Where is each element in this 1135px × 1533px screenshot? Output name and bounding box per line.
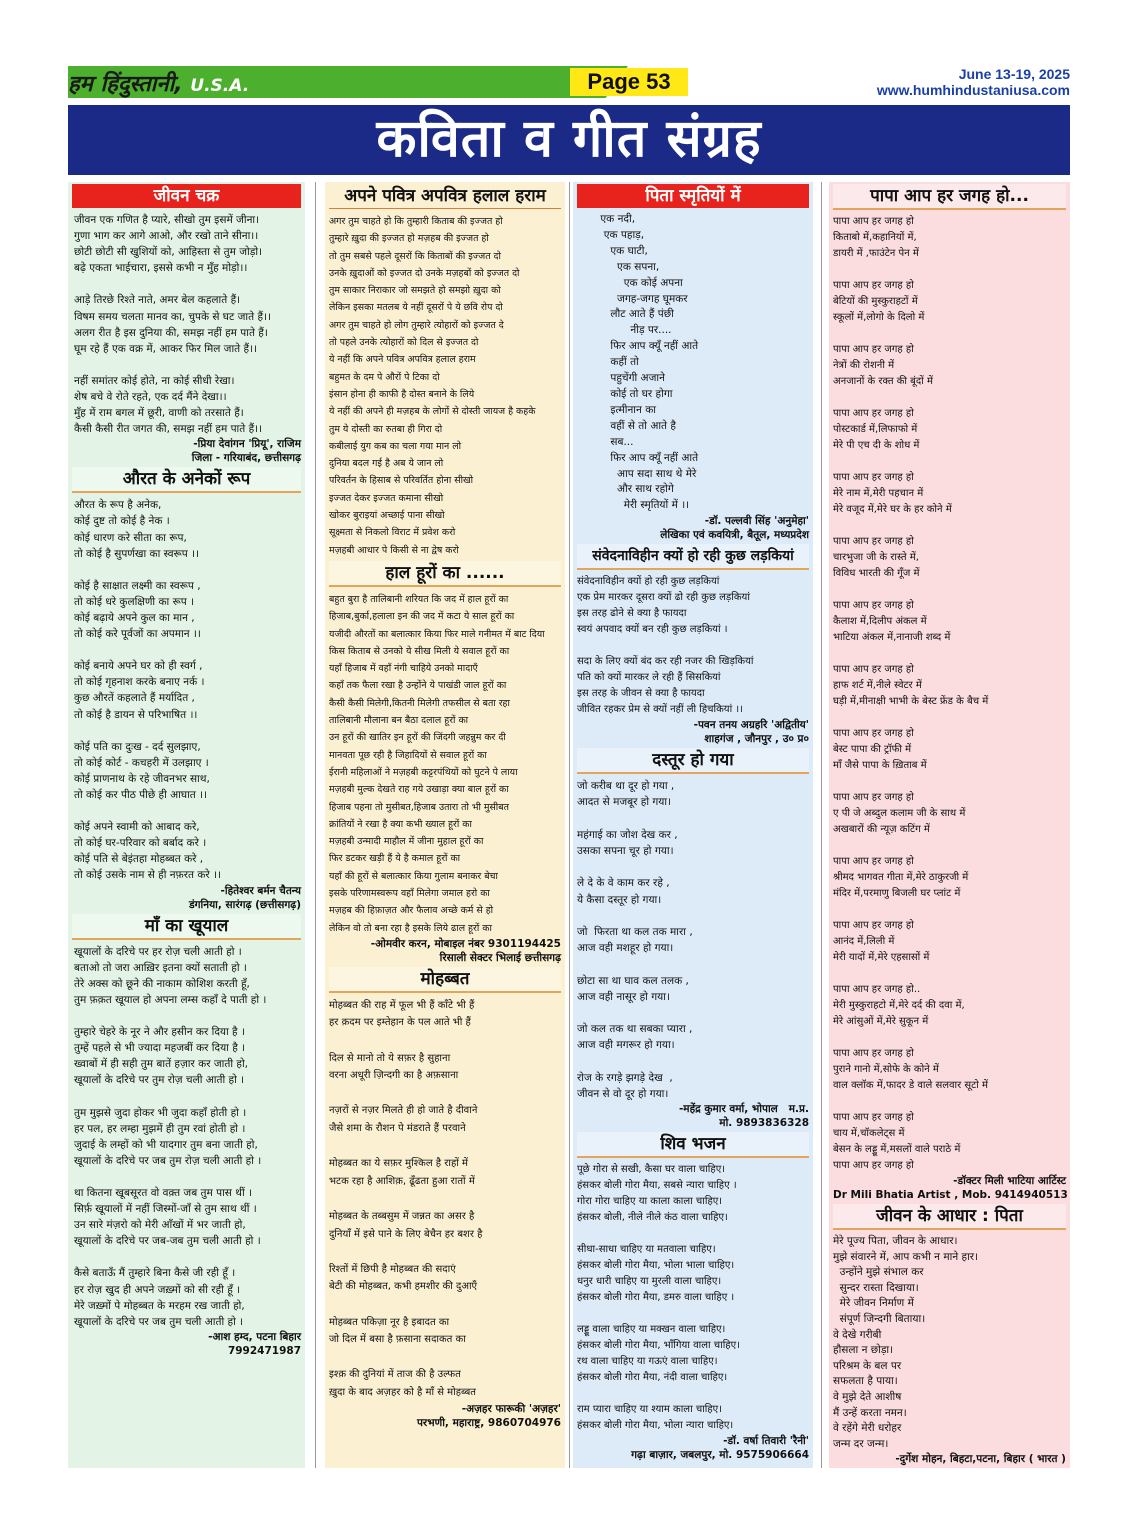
poem-body: पापा आप हर जगह हो किताबो में,कहानियों में, डायरी में ,फाउंटेन पेन में पापा आप हर जगह हो बेटियों की मुस्कुराहटों में स्कूलों में,लोगो के दिलो में पापा आप हर जगह हो नेत्रों की रोशनी में अनजानों के रक्त की बूंदों में पापा आप हर जगह हो पोस्टकार्ड में,लिफाफो में मेरे पी एच दी के शोध में पापा आप हर जगह हो मेरे नाम में,मेरी पहचान में मेरे वजूद में,मेरे घर के हर कोने में पापा आप हर जगह हो चारभुजा जी के रास्ते में, विविध भारती की गूँज में पापा आप हर जगह हो कैलाश में,दिलीप अंकल में भाटिया अंकल में,नानाजी शब्द में पापा आप हर जगह हो हाफ शर्ट में,नीले स्वेटर में घड़ी में,मीनाक्षी भाभी के बेस्ट फ्रेंड के बैच में पापा आप हर जगह हो बेस्ट पापा की ट्रॉफी में माँ जैसे पापा के ख़िताब में पापा आप हर जगह हो ए पी जे अब्दुल कलाम जी के साथ में अखबारों की न्यूज़ कटिंग में पापा आप हर जगह हो श्रीमद भागवत गीता में,मेरे ठाकुरजी में मंदिर में,परमाणु बिजली घर प्लांट में पापा आप हर जगह हो आनंद में,लिली में मेरी यादों में,मेरे एहसासों में पापा आप हर जगह हो.. मेरी मुस्कुराहटो में,मेरे दर्द की दवा में, मेरे आंसुओं में,मेरे सुकून में पापा आप हर जगह हो पुराने गानो में,सोफे के कोने में वाल क्लॉक में,फादर डे वाले सलवार सूटो में पापा आप हर जगह हो चाय में,चॉकलेट्स में बेसन के लड्डू में,मसलों वाले पराठे में पापा आप हर जगह हो (833, 216, 989, 1171)
poem-author: -अज़हर फारूकी 'अज़हर' परभणी, महाराष्ट्र, 9860704976 (416, 1402, 561, 1429)
poem-author: -दुर्गेश मोहन, बिहटा,पटना, बिहार ( भारत ) (895, 1453, 1066, 1466)
poem-title: जीवन के आधार : पिता (833, 1204, 1066, 1230)
poem-shiv-bhajan (573, 1130, 813, 1462)
column-divider (569, 182, 570, 1468)
dateline (877, 66, 1070, 98)
poem-author: -डॉ. वर्षा तिवारी 'रैनी' गढ़ा बाज़ार, जबलपुर, मो. 9575906664 (631, 1435, 809, 1462)
poem-body: मोहब्बत की राह में फूल भी हैं काँटे भी हैं हर क़दम पर इम्तेहान के पल आते भी हैं दिल से मानो तो ये सफ़र है सुहाना वरना अधूरी ज़िन्दगी का है अफ़साना नज़रों से नज़र मिलते ही हो जाते है दीवाने जैसे शमा के रौशन पे मंडराते हैं परवाने मोहब्बत का ये सफ़र मुश्किल है राहों में भटक रहा है आशिक़, ढूँढता हुआ रातों में मोहब्बत के तब्बसुम में जन्नत का असर है दुनियाँ में इसे पाने के लिए बेचैन हर बशर है रिश्तों में छिपी है मोहब्बत की सदाएं बेटी की मोहब्बत, कभी हमशीर की दुआएँ मोहब्बत पकिज़ा नूर है इबादत का जो दिल में बसा है फ़साना सदाकत का इश्क़ की दुनियां में ताज की है उल्फत ख़ुदा के बाद अज़हर को है माँ से मोहब्बत (329, 999, 483, 1398)
poem-pita-smritiyon-mein (573, 182, 813, 542)
column-3 (573, 182, 813, 1468)
poem-haal-hooron-ka (325, 559, 565, 965)
poem-aurat-ke-roop (68, 465, 305, 911)
brand-usa: U.S.A. (190, 76, 250, 96)
column-4 (829, 182, 1070, 1468)
poem-author: -डॉ. पल्लवी सिंह 'अनुमेहा' लेखिका एवं कवयित्री, बैतूल, मध्यप्रदेश (660, 515, 809, 542)
poem-title: शिव भजन (577, 1132, 809, 1158)
poem-title: दस्तूर हो गया (577, 748, 809, 774)
masthead (68, 66, 1070, 100)
brand-name: हम हिंदुस्तानी, (68, 72, 183, 97)
section-banner-title: कविता व गीत संग्रह (376, 109, 762, 169)
poem-title: हाल हूरों का ...... (329, 561, 561, 587)
issue-date: June 13-19, 2025 (958, 66, 1070, 82)
column-divider (821, 182, 822, 1468)
poem-title: पिता स्मृतियों में (577, 184, 809, 208)
poem-author: -डॉक्टर मिली भाटिया आर्टिस्ट Dr Mili Bhatia Artist , Mob. 9414940513 (833, 1175, 1068, 1201)
poem-title: पापा आप हर जगह हो... (833, 184, 1066, 210)
website-link[interactable]: www.humhindustaniusa.com (876, 82, 1070, 98)
poem-pavitra-apavitra (325, 182, 565, 559)
poem-body: मेरे पूज्य पिता, जीवन के आधार। मुझे संवारने में, आप कभी न माने हार। उन्होंने मुझे संभाल कर सुन्दर रास्ता दिखाया। मेरे जीवन निर्माण में संपूर्ण जिन्दगी बिताया। वे देखे गरीबी हौसला न छोड़ा। परिश्रम के बल पर सफलता है पाया। वे मुझे देते आशीष मैं उन्हें करता नमन। वे रहेंगे मेरी धरोहर जन्म दर जन्म। (833, 1235, 979, 1450)
poem-author: -हितेश्वर बर्मन चैतन्य डंगनिया, सारंगढ़ (छत्तीसगढ़) (189, 884, 301, 911)
page-number: Page 53 (570, 68, 688, 96)
poem-body: एक नदी, एक पहाड़, एक घाटी, एक सपना, एक कोई अपना जगह-जगह घूमकर लौट आते हैं पंछी नीड़ पर.... फिर आप क्यूँ नहीं आते कहीं तो पहुचेंगी अजाने कोई तो घर होगा इत्मीनान का वहीं से तो आते है सब... फिर आप क्यूँ नहीं आते आप सदा साथ थे मेरे और साथ रहोगे मेरी स्मृतियों में ।। (600, 213, 699, 512)
poem-title: औरत के अनेकों रूप (72, 467, 301, 493)
poem-title: मोहब्बत (329, 967, 561, 993)
poem-papa-har-jagah (829, 182, 1070, 1202)
poem-author: -महेंद्र कुमार वर्मा, भोपाल म.प्र. मो. 9893836328 (678, 1103, 809, 1130)
poem-maa-ka-khayal (68, 912, 305, 1358)
poem-title: जीवन चक्र (72, 184, 301, 208)
column-divider (315, 182, 316, 1468)
column-1 (68, 182, 305, 1468)
poem-mohabbat (325, 965, 565, 1430)
poem-body: औरत के रूप है अनेक, कोई दुष्ट तो कोई है नेक । कोई धारण करे सीता का रूप, तो कोई है सुपर्णखा का स्वरूप ।। कोई है साक्षात लक्ष्मी का स्वरूप , तो कोई धरे कुलक्षिणी का रूप । कोई बढ़ाये अपने कुल का मान , तो कोई करे पूर्वजों का अपमान ।। कोई बनाये अपने घर को ही स्वर्ग , तो कोई गृहनाश करके बनाए नर्क । कुछ औरतें कहलाते हैं मर्यादित , तो कोई है डायन से परिभाषित ।। कोई पति का दुःख - दर्द सुलझाए, तो कोई कोर्ट - कचहरी में उलझाए । कोई प्राणनाथ के रहे जीवनभर साथ, तो कोई कर पीठ पीछे ही आघात ।। कोई अपने स्वामी को आबाद करे, तो कोई घर-परिवार को बर्बाद करे । कोई पति से बेइंतहा मोहब्बत करे , तो कोई उसके नाम से ही नफ़रत करे ।। (74, 499, 221, 882)
poem-jeevan-ke-aadhar-pita (829, 1202, 1070, 1466)
poem-title: संवेदनाविहीन क्यों हो रही कुछ लड़कियां (577, 544, 809, 570)
poem-body: पूछे गोरा से सखी, कैसा घर वाला चाहिए। हंसकर बोली गोरा मैया, सबसे न्यारा चाहिए । गोरा गोरा चाहिए या काला काला चाहिए। हंसकर बोली, नीले नीले कंठ वाला चाहिए। सीधा-साधा चाहिए या मतवाला चाहिए। हंसकर बोली गोरा मैया, भोला भाला चाहिए। धनुर धारी चाहिए या मुरली वाला चाहिए। हंसकर बोली गोरा मैया, डमरु वाला चाहिए । लड्डू वाला चाहिए या मक्खन वाला चाहिए। हंसकर बोली गोरा मैया, भाँगिया वाला चाहिए। रथ वाला चाहिए या गऊएं वाला चाहिए। हंसकर बोली गोरा मैया, नंदी वाला चाहिए। राम प्यारा चाहिए या श्याम काला चाहिए। हंसकर बोली गोरा मैया, भोला न्यारा चाहिए। (577, 1164, 740, 1432)
brand-logo (68, 68, 249, 98)
poem-title: अपने पवित्र अपवित्र हलाल हराम (329, 184, 561, 209)
column-2 (325, 182, 565, 1468)
poem-body: संवेदनाविहीन क्यों हो रही कुछ लड़कियां एक प्रेम मारकर दूसरा क्यों ढो रही कुछ लड़कियां इस तरह ढोने से क्या है फायदा स्वयं अपवाद क्यों बन रही कुछ लड़कियां । सदा के लिए क्यों बंद कर रही नजर की खिड़कियां पति को क्यों मारकर ले रही हैं सिसकियां इस तरह के जीवन से क्या है फायदा जीवित रहकर प्रेम से क्यों नहीं ली हिचकियां ।। (577, 576, 754, 716)
poem-author: -पवन तनय अग्रहरि 'अद्वितीय' शाहगंज , जौनपुर , उ० प्र० (693, 719, 809, 746)
poem-body: खूयालों के दरिचे पर हर रोज़ चली आती हो । बताओ तो जरा आख़िर इतना क्यों सताती हो । तेरे अक्स को छूने की नाकाम कोशिश करती हूँ, तुम फ़क़त खूयाल हो अपना लम्स कहाँ दे पाती हो । तुम्हारे चेहरे के नूर ने और हसीन कर दिया है । तुम्हें पहले से भी ज्यादा महजबीं कर दिया है । ख्वाबों में ही सही तुम बातें हज़ार कर जाती हो, खूयालों के दरिचे पर तुम रोज़ चली आती हो । तुम मुझसे जुदा होकर भी जुदा कहाँ होती हो । हर पल, हर लम्हा मुझमें ही तुम रवां होती हो । जुदाई के लम्हों को भी यादगार तुम बना जाती हो, खूयालों के दरिचे पर जब तुम रोज़ चली आती हो । था कितना खूबसूरत वो वक़्त जब तुम पास थीं । सिर्फ़ खूयालों में नहीं जिस्मों-जाँ से तुम साथ थीं । उन सारे मंज़रो को मेरी आँखों में भर जाती हो, खूयालों के दरिचे पर जब-जब तुम चली आती हो । कैसे बताऊँ मैं तुम्हारे बिना कैसे जी रही हूँ । हर रोज़ खुद ही अपने जख़्मों को सी रही हूँ । मेरे जख़्मों पे मोहब्बत के मरहम रख जाती हो, खूयालों के दरिचे पर जब तुम चली आती हो । (74, 945, 267, 1328)
poem-jeevan-chakra (68, 182, 305, 465)
poem-body: अगर तुम चाहते हो कि तुम्हारी किताब की इज्जत हो तुम्हारे ख़ुदा की इज्जत हो मज़हब की इज्जत हो तो तुम सबसे पहले दूसरों कि किताबों की इज्जत दो उनके ख़ुदाओं को इज्जत दो उनके मज़हबों को इज्जत दो तुम साकार निराकार जो समझते हो समझो ख़ुदा को लेकिन इसका मतलब ये नहीं दूसरों पे ये छवि रोप दो अगर तुम चाहते हो लोग तुम्हारे त्योहारों को इज्जत दे तो पहले उनके त्योहारों को दिल से इज्जत दो ये नहीं कि अपने पवित्र अपवित्र हलाल हराम बहुमत के दम पे औरों पे टिका दो इंसान होना ही काफी है दोस्त बनाने के लिये ये नहीं की अपने ही मज़हब के लोगों से दोस्ती जायज है कहके तुम ये दोस्ती का रुतबा ही गिरा दो कबीलाई युग कब का चला गया मान लो दुनिया बदल गई है अब ये जान लो परिवर्तन के हिसाब से परिवर्तित होना सीखो इज्जत देकर इज्जत कमाना सीखो खोकर बुराइयां अच्छाई पाना सीखो सूक्ष्मता से निकलो विराट में प्रवेश करो मज़हबी आधार पे किसी से ना द्वेष करो (329, 216, 536, 556)
poem-dastoor-ho-gaya (573, 746, 813, 1130)
poem-body: जो करीब था दूर हो गया , आदत से मजबूर हो गया। महंगाई का जोश देख कर , उसका सपना चूर हो गया। ले दे के वे काम कर रहे , ये कैसा दस्तूर हो गया। जो फिरता था कल तक मारा , आज वही मशहूर हो गया। छोटा सा था घाव कल तलक , आज वही नासूर हो गया। जो कल तक था सबका प्यारा , आज वही मगरूर हो गया। रोज के रगड़े झगड़े देख , जीवन से वो दूर हो गया। (577, 780, 693, 1101)
poem-author: -प्रिया देवांगन 'प्रियू', राजिम जिला - गरियाबंद, छत्तीसगढ़ (191, 438, 301, 465)
poem-author: -ओमवीर करन, मोबाइल नंबर 9301194425 रिसाली सेक्टर भिलाई छत्तीसगढ़ (370, 937, 561, 964)
section-banner (68, 105, 1070, 175)
poem-body: जीवन एक गणित है प्यारे, सीखो तुम इसमें जीना। गुणा भाग कर आगे आओ, और रखो ताने सीना।। छोटी छोटी सी खुशियों को, आहिस्ता से तुम जोड़ो। बढ़े एकता भाईचारा, इससे कभी न मुँह मोड़ो।। आड़े तिरछे रिश्ते नाते, अमर बेल कहलाते हैं। विषम समय चलता मानव का, चुपके से घट जाते हैं।। अलग रीत है इस दुनिया की, समझ नहीं हम पाते हैं। घूम रहे हैं एक वक्र में, आकर फिर मिल जाते हैं।। नहीं समांतर कोई होते, ना कोई सीधी रेखा। शेष बचे वे रोते रहते, एक दर्द मैंने देखा।। मुँह में राम बगल में छूरी, वाणी को तरसाते हैं। कैसी कैसी रीत जगत की, समझ नहीं हम पाते हैं।। (74, 214, 272, 436)
poem-title: माँ का खूयाल (72, 914, 301, 940)
poem-samvedanaviheen (573, 542, 813, 746)
poem-author: -आश हम्द, पटना बिहार 7992471987 (208, 1330, 301, 1357)
poem-body: बहुत बुरा है तालिबानी शरियत कि जद में हाल हूरों का हिजाब,बुर्का,हलाला इन की जद में कटा ये साल हूरों का यजीदी औरतों का बलात्कार किया फिर माले गनीमत में बाट दिया किस किताब से उनको ये सीख मिली ये सवाल हूरों का यहाँ हिजाब में वहाँ नंगी चाहिये उनको मादाएँ कहाँ तक फैला रखा है उन्होंने ये पाखंडी जाल हूरों का कैसी कैसी मिलेगी,कितनी मिलेगी तफसील से बता रहा तालिबानी मौलाना बन बैठा दलाल हूरों का उन हूरों की खातिर इन हूरों की जिंदगी जहन्नुम कर दी मानवता पूछ रही है जिहादियों से सवाल हूरों का ईरानी महिलाओं ने मज़हबी कट्टरपंथियों को घुटने पे लाया मज़हबी मुल्क देखते राह गये उखाड़ा क्या बाल हूरों का हिजाब पहना तो मुसीबत,हिजाब उतारा तो भी मुसीबत क्रांतियों ने रखा है क्या कभी ख्याल हूरों का मज़हबी उन्मादी माहौल में जीना मुहाल हूरों का फिर डटकर खड़ी हैं ये है कमाल हूरों का यहाँ की हूरों से बलात्कार किया गुलाम बनाकर बेचा इसके परिणामस्वरूप वहाँ मिलेगा जमाल हरो का मज़हब की हिफ़ाज़त और फैलाव अच्छे कर्म से हो लेकिन वो तो बना रहा है इसके लिये ढाल हूरों का (329, 593, 545, 934)
